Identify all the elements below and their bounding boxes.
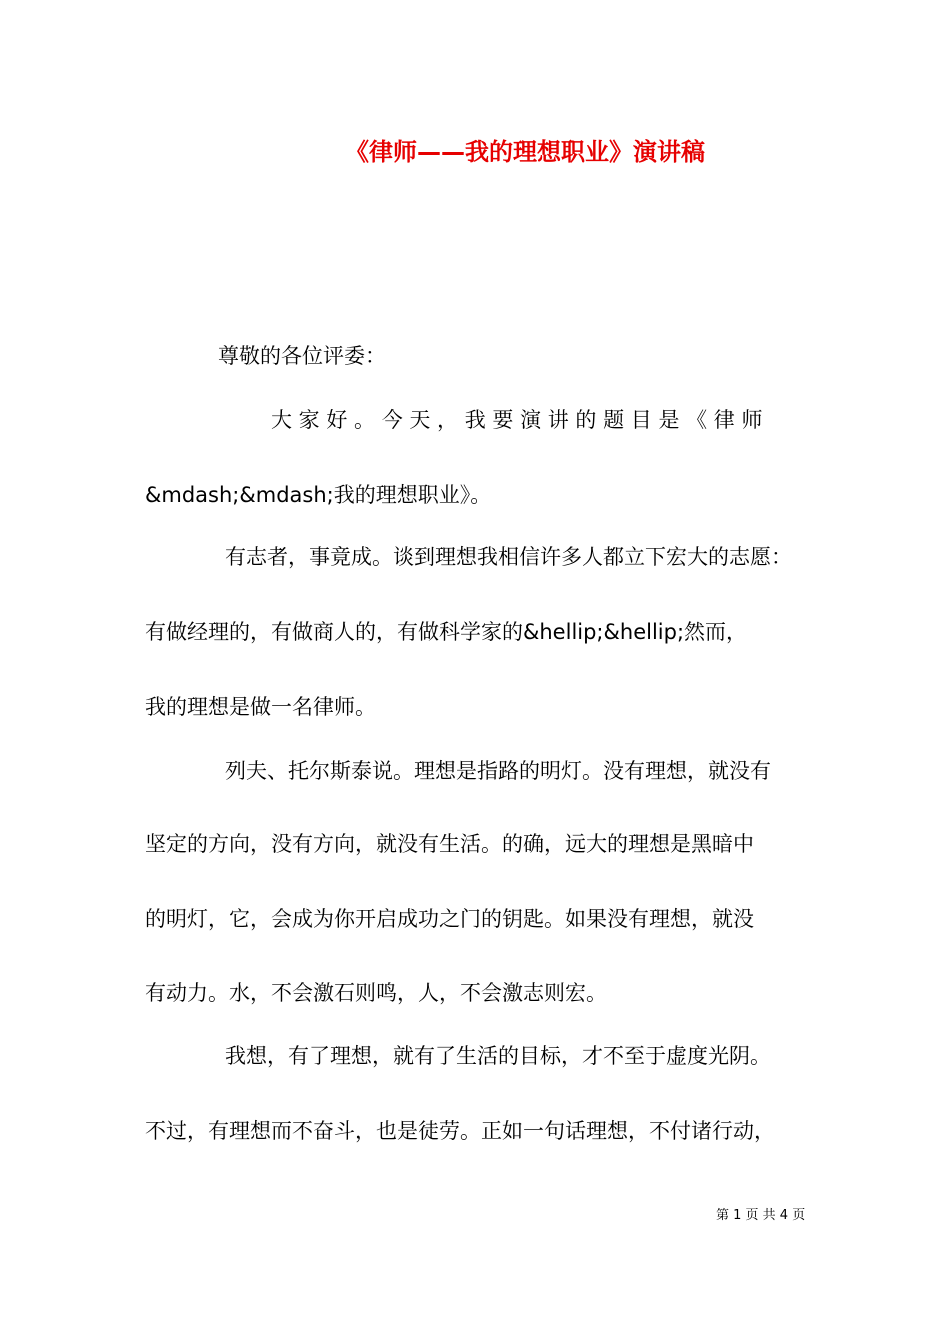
paragraph-line: 的明灯，它，会成为你开启成功之门的钥匙。如果没有理想，就没 (145, 907, 754, 931)
salutation-line: 尊敬的各位评委： (218, 344, 386, 368)
document-title: 《律师——我的理想职业》演讲稿 (345, 138, 705, 166)
paragraph-line: 有动力。水，不会激石则鸣，人，不会激志则宏。 (145, 981, 607, 1005)
paragraph-line: 大 家 好 。 今 天 ， 我 要 演 讲 的 题 目 是 《 律 师 (271, 408, 763, 432)
paragraph-line: 坚定的方向，没有方向，就没有生活。的确，远大的理想是黑暗中 (145, 832, 754, 856)
paragraph-line: &mdash;&mdash;我的理想职业》。 (145, 483, 492, 507)
paragraph-line: 列夫、托尔斯泰说。理想是指路的明灯。没有理想，就没有 (225, 759, 771, 783)
paragraph-line: 有志者，事竟成。谈到理想我相信许多人都立下宏大的志愿： (225, 545, 792, 569)
page-footer: 第 1 页 共 4 页 (716, 1208, 806, 1223)
paragraph-line: 我的理想是做一名律师。 (145, 695, 376, 719)
paragraph-line: 不过，有理想而不奋斗，也是徒劳。正如一句话理想，不付诸行动， (145, 1119, 775, 1143)
paragraph-line: 有做经理的，有做商人的，有做科学家的&hellip;&hellip;然而， (145, 620, 748, 644)
paragraph-line: 我想，有了理想，就有了生活的目标，才不至于虚度光阴。 (225, 1044, 771, 1068)
